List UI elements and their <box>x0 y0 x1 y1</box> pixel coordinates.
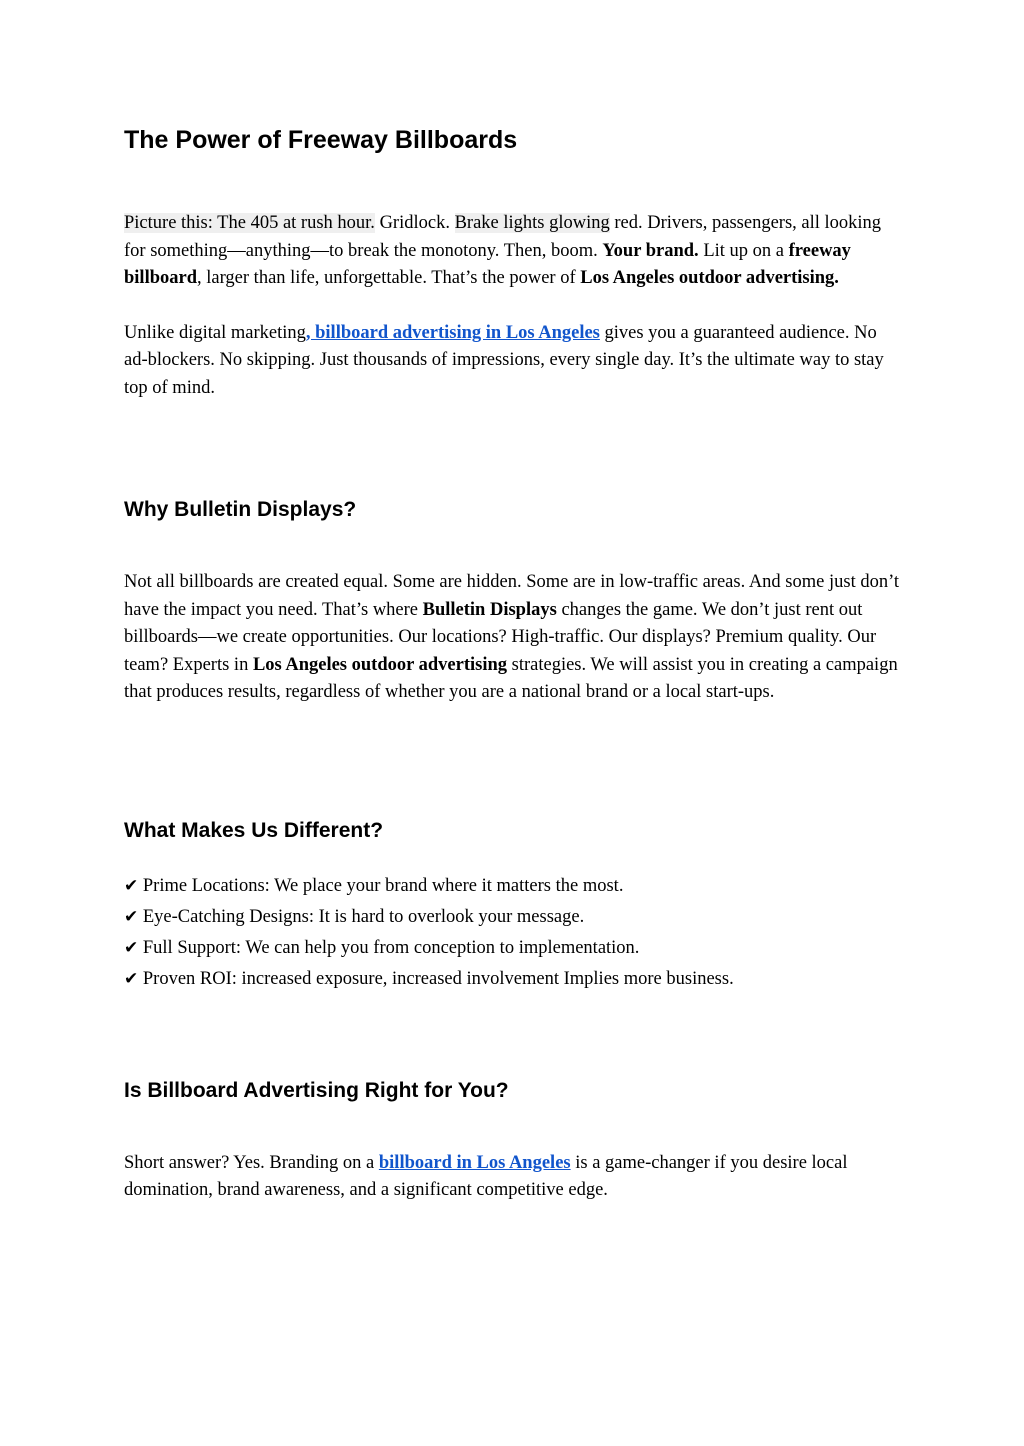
document-body <box>124 120 904 1205</box>
text-span: gives you a guaranteed audience. No ad-blockers. No skipping. Just thousands of impressions, every single day. It’s the ultimate way to stay top of mind. <box>124 322 884 398</box>
intro-paragraph-2 <box>124 320 904 403</box>
text-span: changes the game. We don’t just rent out billboards—we create opportunities. Our locations? High-traffic. Our displays? Premium quality. Our team? Experts in <box>124 599 877 675</box>
bold-text: Los Angeles outdoor advertising <box>252 654 508 675</box>
text-span: , larger than life, unforgettable. That’s the power of <box>197 268 581 288</box>
text-span: Not all billboards are created equal. Some are hidden. Some are in low-traffic areas. And some just don’t have the impact you need. That’s where <box>124 572 900 620</box>
checkmark-icon: ✔ <box>124 906 139 927</box>
page-title: The Power of Freeway Billboards <box>124 126 518 154</box>
list-item-text: Eye-Catching Designs: It is hard to overlook your message. <box>142 906 585 927</box>
features-list <box>124 871 904 995</box>
list-item <box>124 902 904 933</box>
checkmark-icon: ✔ <box>124 937 139 958</box>
section-heading-why-bulletin: Why Bulletin Displays? <box>124 498 357 521</box>
list-item-text: Proven ROI: increased exposure, increased involvement Implies more business. <box>142 968 734 989</box>
text-span: red. Drivers, passengers, all looking for something—anything—to break the monotony. Then, boom. <box>124 213 882 261</box>
intro-paragraph-1 <box>124 210 904 293</box>
is-billboard-right-paragraph <box>124 1150 904 1205</box>
text-span: Unlike digital marketing <box>124 322 306 343</box>
list-item-text: Prime Locations: We place your brand where it matters the most. <box>142 875 624 896</box>
bold-text: freeway billboard <box>124 240 851 288</box>
section-heading-is-billboard-right: Is Billboard Advertising Right for You? <box>124 1078 509 1102</box>
list-item <box>124 964 904 995</box>
bold-text: Bulletin Displays <box>422 599 557 620</box>
bold-text: Your brand. <box>602 240 699 261</box>
text-span: Short answer? Yes. Branding on a <box>124 1152 379 1173</box>
why-bulletin-paragraph <box>124 569 904 707</box>
checkmark-icon: ✔ <box>124 968 139 989</box>
text-span: Gridlock. <box>374 213 455 233</box>
list-item <box>124 871 904 902</box>
checkmark-icon: ✔ <box>124 875 139 896</box>
section-heading-what-makes-different: What Makes Us Different? <box>124 818 384 842</box>
highlighted-text: Picture this: The 405 at rush hour. <box>124 213 375 233</box>
billboard-advertising-la-link[interactable]: , billboard advertising in Los Angeles <box>305 322 600 343</box>
bold-text: Los Angeles outdoor advertising. <box>580 268 839 288</box>
list-item-text: Full Support: We can help you from conception to implementation. <box>142 937 640 958</box>
highlighted-text: Brake lights glowing <box>454 213 610 233</box>
text-span: Lit up on a <box>698 240 789 261</box>
billboard-in-la-link[interactable]: billboard in Los Angeles <box>378 1152 571 1173</box>
text-span: strategies. We will assist you in creating a campaign that produces results, regardless of whether you are a national brand or a local start-ups. <box>124 654 898 702</box>
text-span: is a game-changer if you desire local domination, brand awareness, and a significant competitive edge. <box>124 1152 848 1200</box>
list-item <box>124 933 904 964</box>
